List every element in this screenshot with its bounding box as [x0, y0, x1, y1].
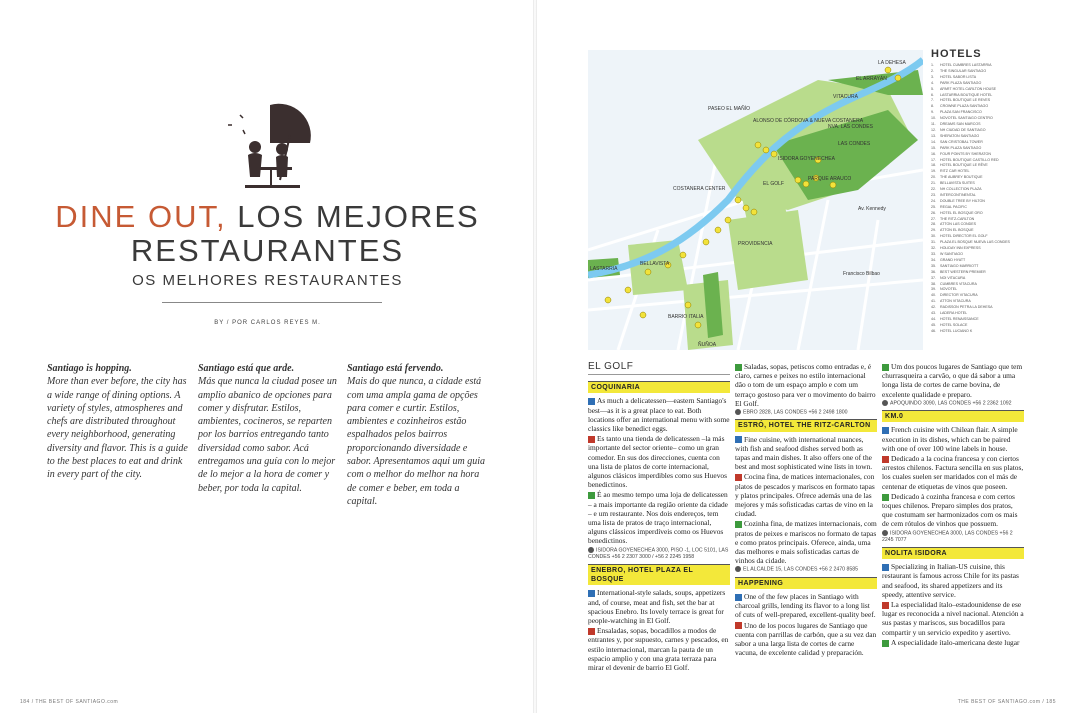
restaurant-description-es: La especialidad ítalo–estadounidense de ese lugar es reconocida a nivel nacional. Atención a sus pastas y mariscos, sus bocadillos para compartir y un servicio expedito y asertivo.	[882, 600, 1024, 637]
hotel-list-item: 6. LASTARRIA BOUTIQUE HOTEL	[931, 92, 993, 97]
map-label: ISIDORA GOYENECHEA	[778, 156, 835, 162]
restaurant-name: ESTRÓ, HOTEL THE RITZ-CARLTON	[735, 419, 877, 431]
location-pin-icon	[735, 566, 741, 572]
hotel-list-item: 1. HOTEL CUMBRES LASTARRIA	[931, 63, 992, 67]
map-label: EL GOLF	[763, 181, 784, 187]
restaurant-description-es: Ensaladas, sopas, bocadillos a modos de entrantes y, por supuesto, carnes y pescados, en estilo internacional, marcan la pauta de un espacio amplio y con una grata terraza para mirar el devenir de barrio El Golf.	[588, 626, 729, 673]
map-label: PROVIDENCIA	[738, 241, 773, 247]
hotel-list-item: 28. ATTON LAS CONDES	[931, 222, 977, 227]
restaurant-description-pt: Dedicado à cozinha francesa e com certos toques chilenos. Preparo simples dos pratos, que costumam ser harmonizados com os mais de cem rótulos de vinhos que possuem.	[882, 491, 1018, 529]
map-label: Francisco Bilbao	[843, 271, 880, 277]
language-flag-icon	[588, 398, 595, 405]
restaurant-description-en: International-style salads, soups, appetizers and, of course, meat and fish, set the bar at spacious Enebro. Its lovely terrace is great for people-watching in El Golf.	[588, 588, 726, 626]
language-flag-icon	[588, 436, 595, 443]
hotel-list-item: 16. FOUR POINTS BY SHERATON	[931, 151, 991, 156]
restaurant-address: APOQUINDO 3090, LAS CONDES +56 2 2362 1092	[882, 400, 1024, 407]
restaurant-column-3	[882, 362, 1024, 648]
restaurant-name: COQUINARIA	[588, 381, 730, 393]
map-label: EL ARRAYÁN	[856, 76, 887, 82]
restaurant-description-en: One of the few places in Santiago with charcoal grills, lending its flavor to a long list of cuts of well-prepared, excellent-quality beef.	[735, 592, 876, 620]
map-label: PASEO EL MAÑÍO	[708, 106, 750, 112]
restaurant-description-pt: A especialidade ítalo-americana deste lugar	[882, 638, 1024, 647]
hotels-heading: HOTELS	[931, 48, 982, 60]
hotel-list-item: 36. BEST WESTERN PREMIER	[931, 269, 986, 274]
restaurant-address: ISIDORA GOYENECHEA 3000, LAS CONDES +56 2 2245 7077	[882, 530, 1013, 543]
page-subtitle: OS MELHORES RESTAURANTES	[132, 272, 403, 289]
map-label: LASTARRIA	[590, 266, 618, 272]
hotel-list-item: 41. ATTON VITACURA	[931, 299, 971, 304]
language-flag-icon	[882, 602, 889, 609]
language-flag-icon	[735, 436, 742, 443]
hotel-list-item: 40. DIRECTOR VITACURA	[931, 293, 978, 298]
restaurant-description-pt: Um dos poucos lugares de Santiago que tem churrasqueira a carvão, o que dá sabor a uma longa lista de cortes de carne bovina, de excelente qualidade e preparo.	[882, 362, 1023, 399]
hotel-list-item: 38. CUMBRES VITACURA	[931, 281, 977, 286]
title-divider	[162, 302, 382, 303]
language-flag-icon	[588, 628, 595, 635]
restaurant-name: ENEBRO, HOTEL PLAZA EL BOSQUE	[588, 564, 730, 585]
hotel-list-item: 34. GRAND HYATT	[931, 257, 966, 262]
map-label: ALONSO DE CÓRDOVA & NUEVA COSTANERA	[753, 118, 864, 124]
map-label: ÑUÑOA	[698, 342, 717, 348]
restaurant-description-es: Es tanto una tienda de delicatessen –la más importante del sector oriente– como un gran comedor. En sus dos direcciones, cuenta con una lista de platos de corte internacional, algunos clásicos imperdibles como sus Huevos benedictinos.	[588, 434, 727, 490]
hotel-list-item: 23. INTERCONTINENTAL	[931, 192, 976, 197]
intro-lead: Santiago está que arde.	[198, 363, 295, 374]
restaurant-address: EL ALCALDE 15, LAS CONDES +56 2 2470 8585	[735, 566, 877, 573]
restaurant-description-pt: Cozinha fina, de matizes internacionais, com pratos de peixes e mariscos no formato de tapas e como pratos principais. Oferece, ainda, uma das melhores e mais sofisticadas cartas de vinhos da cidade.	[735, 519, 877, 566]
language-flag-icon	[882, 494, 889, 501]
hotel-list-item: 20. THE AUBREY BOUTIQUE	[931, 175, 983, 180]
language-flag-icon	[882, 640, 889, 647]
hotel-list-item: 22. NH COLLECTION PLAZA	[931, 187, 982, 192]
restaurant-address: EBRO 2828, LAS CONDES +56 2 2498 1800	[735, 409, 877, 416]
hotel-list-item: 37. NOI VITACURA	[931, 275, 966, 280]
intro-english	[47, 362, 189, 482]
hotel-list-item: 21. BELLAVISTA SUITES	[931, 181, 975, 186]
intro-lead: Santiago está fervendo.	[347, 363, 444, 374]
right-footer: THE BEST OF SANTIAGO.com / 185	[957, 699, 1056, 705]
hotel-list-item: 26. HOTEL EL BOSQUE ORO	[931, 210, 983, 215]
hotels-list	[931, 48, 1051, 335]
restaurant-description-pt: Saladas, sopas, petiscos como entradas e, é claro, carnes e peixes no estilo internacional dão o tom de um espaço amplo e com um terraço gostoso para ver o movimento do bairro El Golf.	[735, 362, 876, 408]
restaurant-name: KM.0	[882, 410, 1024, 422]
hotel-list-item: 44. HOTEL RENAISSANCE	[931, 316, 979, 321]
map-label: BARRIO ITALIA	[668, 314, 704, 320]
restaurant-column-2	[735, 362, 877, 658]
intro-spanish	[198, 362, 340, 495]
location-pin-icon	[882, 530, 888, 536]
language-flag-icon	[735, 594, 742, 601]
hotel-list-item: 18. HOTEL BOUTIQUE LE RÊVE	[931, 163, 988, 168]
restaurant-description-en: French cuisine with Chilean flair. A simple execution in its dishes, which can be paired with one of over 100 wine labels in house.	[882, 425, 1018, 453]
hotel-list-item: 9. PLAZA SAN FRANCISCO	[931, 110, 982, 115]
restaurant-name: HAPPENING	[735, 577, 877, 589]
section-heading: EL GOLF	[588, 362, 730, 375]
hotel-list-item: 5. APART HOTEL CARLTON HOUSE	[931, 86, 997, 91]
hotel-list-item: 33. W SANTIAGO	[931, 252, 963, 256]
intro-text: Más que nunca la ciudad posee un amplio abanico de opciones para comer y disfrutar. Estilos, ambientes, cocineros, se reparten por los barrios entregando tanto diversidad como sabor. Acá entregamos una guía con lo mejor de lo mejor a la hora de comer y beber, por toda la capital.	[198, 376, 337, 494]
hotel-list-item: 29. ATTON EL BOSQUE	[931, 228, 974, 233]
language-flag-icon	[735, 474, 742, 481]
title-accent: DINE OUT,	[55, 199, 227, 234]
hotel-list-item: 25. REGAL PACIFIC	[931, 204, 967, 209]
restaurant-description-en: As much a delicatessen—eastern Santiago's best—as it is a great place to eat. Both locations offer an international menu with some classics like benedict eggs.	[588, 396, 730, 434]
map-graphic	[588, 50, 923, 350]
map-label: VITACURA	[833, 94, 858, 100]
byline: BY / POR CARLOS REYES M.	[214, 320, 321, 326]
intro-text: Mais do que nunca, a cidade está com uma ampla gama de opções para comer e curtir. Estilos, ambientes e cozinheiros estão espalhados pelos bairros proporcionando diversidade e sabor. Apresentamos aqui um guia com o melhor do melhor na hora de comer e beber, em toda a capital.	[347, 376, 486, 507]
restaurant-description-en: Specializing in Italian-US cuisine, this restaurant is famous across Chile for its pastas and seafood, its shared appetizers and its speedy, attentive service.	[882, 562, 1019, 599]
restaurant-name: NOLITA ISIDORA	[882, 547, 1024, 559]
dining-couple-illustration	[210, 95, 330, 195]
hotel-list-item: 35. SANTIAGO MARRIOTT	[931, 263, 979, 268]
hotel-list-item: 43. LADERA HOTEL	[931, 311, 968, 316]
title-part2: RESTAURANTES	[130, 233, 405, 268]
hotel-list-item: 24. DOUBLE TREE BY HILTON	[931, 198, 985, 203]
right-page	[535, 0, 1070, 713]
language-flag-icon	[735, 622, 742, 629]
hotel-list-item: 2. THE SINGULAR SANTIAGO	[931, 68, 987, 73]
hotel-list-item: 46. HOTEL LUCIANO K	[931, 328, 973, 333]
hotel-list-item: 11. DREAMS SAN MARCOS	[931, 122, 981, 127]
intro-text: More than ever before, the city has a wide range of dining options. A variety of styles, atmospheres and chefs are distributed throughout every neighborhood, generating diversity and flavor. This is a guide to the best places to eat and drink in every part of the city.	[47, 376, 188, 481]
hotel-list-item: 17. HOTEL BOUTIQUE CASTILLO RED	[931, 157, 999, 162]
page-title	[0, 200, 535, 268]
hotels-ordered-list	[931, 63, 1051, 335]
location-pin-icon	[735, 409, 741, 415]
language-flag-icon	[882, 456, 889, 463]
language-flag-icon	[588, 590, 595, 597]
restaurant-description-es: Uno de los pocos lugares de Santiago que cuenta con parrillas de carbón, que a su vez dan sabor a una larga lista de cortes de carne vacuna, de excelente calidad y preparación.	[735, 620, 877, 658]
map-label: NVA. LAS CONDES	[828, 124, 873, 130]
hotel-list-item: 12. NH CIUDAD DE SANTIAGO	[931, 127, 986, 132]
map-label: PARQUE ARAUCO	[808, 176, 852, 182]
language-flag-icon	[588, 492, 595, 499]
restaurant-description-es: Cocina fina, de matices internacionales, con platos de pescados y mariscos en formato tapas y platos principales. Ofrece además una de las mejores y más sofisticadas cartas de vino en la ciudad.	[735, 472, 875, 519]
language-flag-icon	[882, 427, 889, 434]
restaurant-column-1	[588, 362, 730, 673]
hotel-list-item: 13. SHERATON SANTIAGO	[931, 133, 980, 138]
restaurant-description-en: Fine cuisine, with international nuances, with fish and seafood dishes served both as tapas and main dishes. It also offers one of the best and most sophisticated wine lists in town.	[735, 434, 873, 472]
location-pin-icon	[882, 400, 888, 406]
left-footer: 184 / THE BEST OF SANTIAGO.com	[20, 699, 119, 705]
hotel-list-item: 19. RITZ CAR HOTEL	[931, 169, 970, 174]
hotel-list-item: 4. PARK PLAZA SANTIAGO	[931, 80, 982, 85]
hotel-list-item: 14. SAN CRISTOBAL TOWER	[931, 139, 983, 144]
map-label: Av. Kennedy	[858, 206, 886, 212]
hotel-list-item: 32. HOLIDAY INN EXPRESS	[931, 246, 981, 251]
hotel-list-item: 15. PARK PLAZA SANTIAGO	[931, 145, 982, 150]
hotel-list-item: 31. PLAZA EL BOSQUE NUEVA LAS CONDES	[931, 240, 1010, 245]
hotel-list-item: 7. HOTEL BOUTIQUE LE REVES	[931, 98, 991, 103]
language-flag-icon	[882, 364, 889, 371]
restaurant-address: ISIDORA GOYENECHEA 3000, PISO -1, LOC 5101, LAS CONDES +56 2 2307 3000 / +56 2 2245 1958	[588, 547, 729, 561]
language-flag-icon	[735, 521, 742, 528]
hotel-list-item: 45. HOTEL SOLACE	[931, 322, 968, 327]
map-label: LA DEHESA	[878, 60, 906, 66]
hotel-list-item: 10. NOVOTEL SANTIAGO CENTRO	[931, 116, 993, 121]
language-flag-icon	[735, 364, 742, 371]
map-label: COSTANERA CENTER	[673, 186, 726, 192]
hotel-list-item: 3. HOTEL SABOR LISTA	[931, 74, 977, 79]
hotel-list-item: 8. CROWNE PLAZA SANTIAGO	[931, 104, 989, 109]
intro-lead: Santiago is hopping.	[47, 363, 132, 374]
language-flag-icon	[882, 564, 889, 571]
title-part1: LOS MEJORES	[226, 199, 480, 234]
location-pin-icon	[588, 547, 594, 553]
santiago-map	[588, 50, 923, 350]
restaurant-description-pt: É ao mesmo tempo uma loja de delicatessen – a mais importante da região oriente da cidade – e um restaurante. Nos dois endereços, tem uma lista de pratos de traço internacional, alguns clássicos imperdíveis como os Huevos benedictinos.	[588, 490, 728, 546]
restaurant-description-es: Dedicado a la cocina francesa y con ciertos arrestos chilenos. Factura sencilla en sus platos, los cuales suelen ser maridados con el más de centenar de etiquetas de vinos que poseen.	[882, 454, 1024, 491]
hotel-list-item: 39. NOVOTEL	[931, 287, 958, 292]
map-label: BELLAVISTA	[640, 261, 670, 267]
hotel-list-item: 30. HOTEL DIRECTOR EL GOLF	[931, 234, 988, 239]
map-label: LAS CONDES	[838, 141, 871, 147]
intro-portuguese	[347, 362, 489, 508]
hotel-list-item: 27. THE RITZ-CARLTON	[931, 216, 975, 221]
hotel-list-item: 42. RADISSON PETRA LA DEHESA	[931, 305, 993, 310]
